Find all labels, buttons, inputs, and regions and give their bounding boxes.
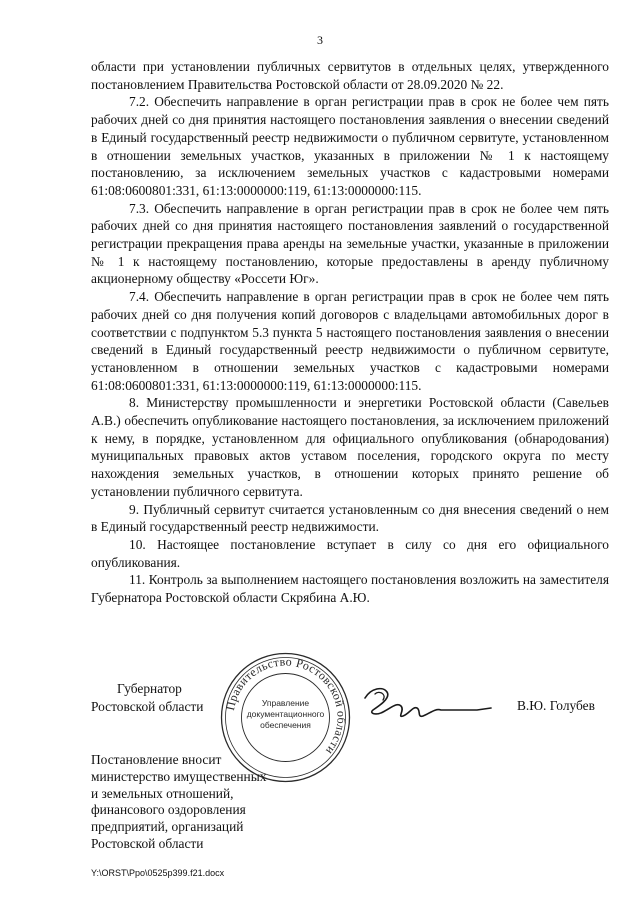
seal-center-line-3: обеспечения — [260, 720, 311, 730]
signatory-name: В.Ю. Голубев — [517, 698, 595, 713]
document-body — [91, 58, 609, 607]
introduced-by-line: Ростовской области — [91, 835, 204, 851]
paragraph-11: 11. Контроль за выполнением настоящего постановления возложить на заместителя Губернатора Ростовской области Скрябина А.Ю. — [91, 572, 609, 606]
seal-center-line-1: Управление — [261, 698, 310, 708]
signatory-title: Губернатор — [117, 681, 182, 696]
introduced-by-line: финансового оздоровления — [91, 802, 246, 818]
seal-ring-text: Правительство Ростовской области — [222, 654, 349, 758]
paragraph-8: 8. Министерству промышленности и энергетики Ростовской области (Савельев А.В.) обеспечить опубликование настоящего постановления, за исключением приложений к нему, в порядке, установленном для официального опубликования (обнародования) муниципальных правовых актов уставом поселения, городского округа по месту нахождения земельных участков, в отношении которых принято решение об установлении публичного сервитута. — [91, 395, 609, 499]
introduced-by-line: предприятий, организаций — [91, 819, 244, 835]
introduced-by-line: Постановление вносит — [91, 752, 222, 767]
introduced-by-block — [91, 752, 266, 853]
paragraph-9: 9. Публичный сервитут считается установленным со дня внесения сведений о нем в Единый государственный реестр недвижимости. — [91, 501, 609, 535]
paragraph-7-4: 7.4. Обеспечить направление в орган регистрации прав в срок не более чем пять рабочих дней со дня получения копий договоров с владельцами автомобильных дорог в соответствии с подпунктом 5.3 пункта 5 настоящего постановления заявления о внесении сведений в Единый государственный реестр недвижимости о публичном сервитуте, установленном в отношении земельных участков с кадастровыми номерами 61:08:0600801:331, 61:13:0000000:119, 61:13:0000000:115. — [91, 289, 609, 393]
handwritten-signature-icon — [357, 680, 497, 730]
seal-center-line-2: документационного — [246, 709, 325, 719]
paragraph-7-1-end: области при установлении публичных сервитутов в отдельных целях, утвержденного постановлением Правительства Ростовской области от 28.09.2020 № 22. — [91, 59, 609, 92]
paragraph-7-3: 7.3. Обеспечить направление в орган регистрации прав в срок не более чем пять рабочих дней со дня принятия настоящего постановления заявлений о государственной регистрации прекращения права аренды на земельные участки, указанные в приложении № 1 к настоящему постановлению, которые предоставлены в аренду публичному акционерному обществу «Россети Юг». — [91, 200, 609, 287]
signatory-position — [91, 680, 203, 716]
introduced-by-line: и земельных отношений, — [91, 785, 234, 801]
page-number: 3 — [317, 33, 323, 47]
paragraph-7-2: 7.2. Обеспечить направление в орган регистрации прав в срок не более чем пять рабочих дней со дня принятия настоящего постановления заявления о внесении сведений в Единый государственный реестр недвижимости о публичном сервитуте, установленном в отношении земельных участков, указанных в приложении № 1 к настоящему постановлению, за исключением земельных участков с кадастровыми номерами 61:08:0600801:331, 61:13:0000000:119, 61:13:0000000:115. — [91, 94, 609, 198]
file-path-footer: Y:\ORST\Ppo\0525p399.f21.docx — [91, 868, 225, 878]
introduced-by-line: министерство имущественных — [91, 768, 267, 784]
signatory-region: Ростовской области — [91, 699, 204, 714]
paragraph-10: 10. Настоящее постановление вступает в силу со дня его официального опубликования. — [91, 536, 609, 570]
